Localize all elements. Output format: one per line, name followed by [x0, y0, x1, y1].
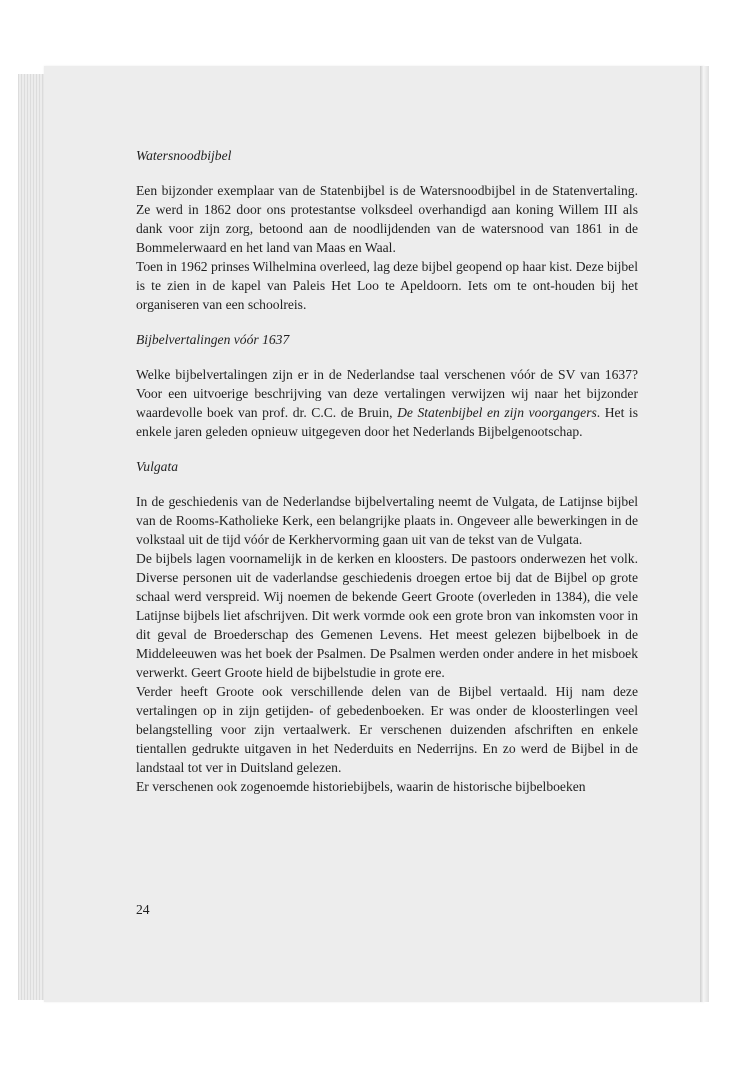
book-title: De Statenbijbel en zijn voorgangers — [397, 405, 597, 420]
page-right-edge — [700, 66, 709, 1002]
paragraph-text: Welke bijbelvertalingen zijn er in de Nederlandse taal verschenen vóór de SV van 1637? Voor een uitvoerige beschrijving van deze vertalingen verwijzen wij naar het bijzonder waardevolle boek van prof. dr. C.C. de Bruin, — [136, 367, 638, 420]
section-heading: Watersnoodbijbel — [136, 148, 232, 163]
paragraph: Er verschenen ook zogenoemde historiebijbels, waarin de historische bijbelboeken — [136, 779, 586, 794]
page-number: 24 — [136, 902, 150, 917]
page-content — [136, 146, 638, 812]
section-heading: Vulgata — [136, 459, 179, 474]
section-watersnoodbijbel — [136, 146, 638, 314]
section-heading: Bijbelvertalingen vóór 1637 — [136, 332, 290, 347]
paragraph: De bijbels lagen voornamelijk in de kerken en kloosters. De pastoors onderwezen het volk. Diverse personen uit de vaderlandse geschiedenis droegen ertoe bij dat de Bijbel op grote schaal werd verspreid. Wij noemen de bekende Geert Groote (overleden in 1384), die vele Latijnse bijbels liet afschrijven. Dit werk vormde ook een grote bron van inkomsten voor in dit geval de Broederschap des Gemenen Levens. Het meest gelezen bijbelboek in de Middeleeuwen was het boek der Psalmen. De Psalmen werden onder andere in het misboek verwerkt. Geert Groote hield de bijbelstudie in grote ere. — [136, 551, 638, 680]
paragraph-text: . Het is enkele jaren geleden opnieuw uitgegeven door het Nederlands Bijbelgenootschap. — [136, 405, 638, 439]
section-vulgata — [136, 457, 638, 796]
paragraph: Een bijzonder exemplaar van de Statenbijbel is de Watersnoodbijbel in de Statenvertaling. Ze werd in 1862 door ons protestantse volksdeel overhandigd aan koning Willem III als dank voor zijn zorg, betoond aan de noodlijdenden van de watersnood van 1861 in de Bommelerwaard en het land van Maas en Waal. — [136, 183, 638, 255]
paragraph: In de geschiedenis van de Nederlandse bijbelvertaling neemt de Vulgata, de Latijnse bijbel van de Rooms-Katholieke Kerk, een belangrijke plaats in. Ongeveer alle bewerkingen in de volkstaal uit de tijd vóór de Kerkhervorming gaan uit van de tekst van de Vulgata. — [136, 494, 638, 547]
section-bijbelvertalingen — [136, 330, 638, 441]
paragraph: Verder heeft Groote ook verschillende delen van de Bijbel vertaald. Hij nam deze vertalingen op in zijn getijden- of gebedenboeken. Er was onder de kloosterlingen veel belangstelling voor zijn vertaalwerk. Er verschenen duizenden afschriften en enkele tientallen gedrukte uitgaven in het Nederduits en Nederrijns. En zo werd de Bijbel in de landstaal tot ver in Duitsland gelezen. — [136, 684, 638, 775]
paragraph — [136, 365, 638, 441]
paragraph: Toen in 1962 prinses Wilhelmina overleed, lag deze bijbel geopend op haar kist. Deze bijbel is te zien in de kapel van Paleis Het Loo te Apeldoorn. Iets om te ont-houden bij het organiseren van een schoolreis. — [136, 259, 638, 312]
